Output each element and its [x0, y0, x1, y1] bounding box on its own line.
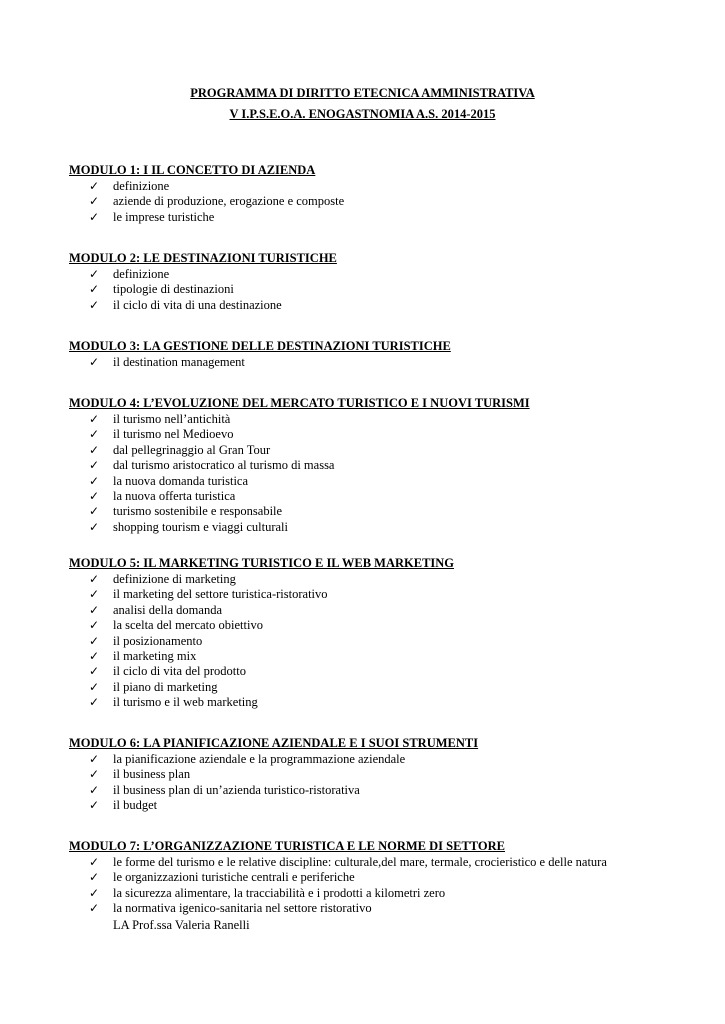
list-item [69, 194, 709, 209]
list-item [69, 664, 709, 679]
module-item-list [69, 412, 709, 535]
check-icon: ✓ [89, 798, 100, 813]
list-item-text: il ciclo di vita di una destinazione [113, 297, 282, 312]
module-section-5 [69, 556, 709, 711]
module-section-4 [69, 396, 709, 535]
check-icon: ✓ [89, 885, 100, 900]
list-item-text: il marketing del settore turistica-ristorativo [113, 587, 328, 602]
module-section-2 [69, 251, 709, 313]
list-item-text: la pianificazione aziendale e la programmazione aziendale [113, 752, 406, 766]
list-item-text: definizione di marketing [113, 572, 236, 586]
module-title: MODULO 3: LA GESTIONE DELLE DESTINAZIONI TURISTICHE [69, 339, 451, 353]
list-item-text: il piano di marketing [113, 679, 218, 694]
module-section-7 [69, 839, 709, 917]
module-title: MODULO 7: L’ORGANIZZAZIONE TURISTICA E LE NORME DI SETTORE [69, 839, 505, 853]
list-item-text: il turismo e il web marketing [113, 695, 258, 710]
list-item-text: il budget [113, 798, 158, 813]
list-item [69, 680, 709, 695]
list-item-text: le forme del turismo e le relative discipline: culturale,del mare, termale, crocieristico e delle natura [113, 855, 607, 869]
module-item-list [69, 572, 709, 711]
check-icon: ✓ [89, 782, 100, 797]
check-icon: ✓ [89, 633, 100, 648]
check-icon: ✓ [89, 587, 100, 602]
list-item-text: il destination management [113, 355, 245, 369]
check-icon: ✓ [89, 572, 100, 586]
module-title: MODULO 4: L’EVOLUZIONE DEL MERCATO TURISTICO E I NUOVI TURISMI [69, 396, 530, 410]
list-item-text: il turismo nel Medioevo [113, 427, 234, 442]
list-item-text: shopping tourism e viaggi culturali [113, 519, 288, 534]
module-section-1 [69, 163, 709, 225]
list-item-text: definizione [113, 179, 170, 193]
list-item-text: il business plan di un’azienda turistico-ristorativa [113, 782, 360, 797]
check-icon: ✓ [89, 179, 100, 193]
list-item [69, 298, 709, 313]
list-item-text: il marketing mix [113, 649, 197, 664]
list-item [69, 634, 709, 649]
document-title-line-2: V I.P.S.E.O.A. ENOGASTNOMIA A.S. 2014-2015 [229, 107, 496, 121]
check-icon: ✓ [89, 679, 100, 694]
list-item [69, 767, 709, 782]
list-item-text: dal pellegrinaggio al Gran Tour [113, 442, 271, 457]
module-title: MODULO 5: IL MARKETING TURISTICO E IL WEB MARKETING [69, 556, 455, 570]
module-item-list [69, 855, 709, 917]
list-item [69, 798, 709, 813]
check-icon: ✓ [89, 664, 100, 679]
check-icon: ✓ [89, 695, 100, 710]
module-title: MODULO 6: LA PIANIFICAZIONE AZIENDALE E I SUOI STRUMENTI [69, 736, 479, 750]
list-item [69, 855, 709, 870]
list-item [69, 603, 709, 618]
list-item-text: il business plan [113, 767, 191, 782]
check-icon: ✓ [89, 355, 100, 369]
list-item [69, 618, 709, 633]
check-icon: ✓ [89, 209, 100, 224]
list-item-text: le organizzazioni turistiche centrali e periferiche [113, 870, 355, 885]
check-icon: ✓ [89, 602, 100, 617]
list-item-text: dal turismo aristocratico al turismo di massa [113, 458, 335, 473]
check-icon: ✓ [89, 855, 100, 869]
list-item-text: la scelta del mercato obiettivo [113, 618, 263, 633]
check-icon: ✓ [89, 519, 100, 534]
list-item-text: il posizionamento [113, 633, 203, 648]
module-section-3 [69, 339, 709, 370]
check-icon: ✓ [89, 282, 100, 297]
list-item [69, 282, 709, 297]
list-item [69, 520, 709, 535]
check-icon: ✓ [89, 458, 100, 473]
list-item [69, 886, 709, 901]
list-item [69, 504, 709, 519]
list-item [69, 752, 709, 767]
list-item-text: la nuova domanda turistica [113, 473, 249, 488]
list-item [69, 427, 709, 442]
list-item [69, 870, 709, 885]
list-item [69, 901, 709, 916]
list-item [69, 587, 709, 602]
check-icon: ✓ [89, 412, 100, 426]
list-item [69, 783, 709, 798]
module-title: MODULO 1: I IL CONCETTO DI AZIENDA [69, 163, 316, 177]
check-icon: ✓ [89, 267, 100, 281]
list-item [69, 489, 709, 504]
check-icon: ✓ [89, 752, 100, 766]
check-icon: ✓ [89, 767, 100, 782]
list-item [69, 695, 709, 710]
list-item [69, 649, 709, 664]
module-item-list [69, 267, 709, 313]
list-item [69, 210, 709, 225]
list-item-text: tipologie di destinazioni [113, 282, 234, 297]
list-item [69, 179, 709, 194]
list-item [69, 267, 709, 282]
list-item-text: la nuova offerta turistica [113, 489, 236, 504]
module-section-6 [69, 736, 709, 814]
list-item-text: analisi della domanda [113, 602, 222, 617]
list-item-text: la sicurezza alimentare, la tracciabilità e i prodotti a kilometri zero [113, 885, 446, 900]
list-item [69, 474, 709, 489]
check-icon: ✓ [89, 870, 100, 885]
check-icon: ✓ [89, 489, 100, 504]
list-item [69, 355, 709, 370]
list-item-text: la normativa igenico-sanitaria nel settore ristorativo [113, 901, 372, 916]
module-title: MODULO 2: LE DESTINAZIONI TURISTICHE [69, 251, 337, 265]
check-icon: ✓ [89, 901, 100, 916]
signature: LA Prof.ssa Valeria Ranelli [113, 918, 250, 932]
check-icon: ✓ [89, 427, 100, 442]
list-item-text: aziende di produzione, erogazione e composte [113, 194, 345, 209]
check-icon: ✓ [89, 649, 100, 664]
list-item-text: definizione [113, 267, 170, 281]
list-item [69, 443, 709, 458]
check-icon: ✓ [89, 442, 100, 457]
module-item-list [69, 179, 709, 225]
list-item [69, 572, 709, 587]
list-item-text: il turismo nell’antichità [113, 412, 231, 426]
list-item [69, 412, 709, 427]
module-item-list [69, 752, 709, 814]
check-icon: ✓ [89, 504, 100, 519]
module-item-list [69, 355, 709, 370]
list-item-text: le imprese turistiche [113, 209, 215, 224]
check-icon: ✓ [89, 297, 100, 312]
check-icon: ✓ [89, 618, 100, 633]
list-item [69, 458, 709, 473]
check-icon: ✓ [89, 473, 100, 488]
check-icon: ✓ [89, 194, 100, 209]
document-title-line-1: PROGRAMMA DI DIRITTO ETECNICA AMMINISTRATIVA [190, 86, 535, 100]
list-item-text: il ciclo di vita del prodotto [113, 664, 246, 679]
list-item-text: turismo sostenibile e responsabile [113, 504, 283, 519]
